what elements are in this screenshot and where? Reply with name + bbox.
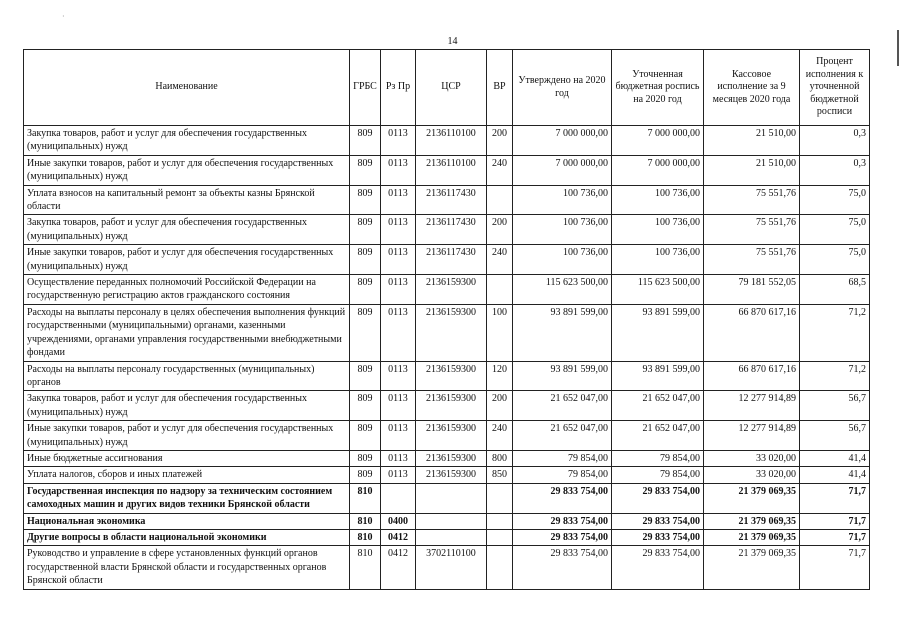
table-row xyxy=(24,361,870,391)
scan-edge-line xyxy=(897,30,899,66)
cell-approved: 100 736,00 xyxy=(513,245,612,275)
cell-name: Закупка товаров, работ и услуг для обеспечения государственных (муниципальных) нужд xyxy=(24,215,350,245)
cell-percent: 56,7 xyxy=(800,391,870,421)
cell-csr: 2136159300 xyxy=(416,275,487,305)
table-row xyxy=(24,304,870,361)
cell-rz-pr: 0412 xyxy=(381,529,416,545)
cell-csr xyxy=(416,529,487,545)
cell-grbs: 809 xyxy=(350,304,381,361)
cell-refined: 21 652 047,00 xyxy=(612,391,704,421)
cell-rz-pr: 0113 xyxy=(381,275,416,305)
cell-csr: 2136159300 xyxy=(416,361,487,391)
cell-approved: 21 652 047,00 xyxy=(513,421,612,451)
cell-refined: 100 736,00 xyxy=(612,215,704,245)
table-row xyxy=(24,185,870,215)
header-approved: Утверждено на 2020 год xyxy=(513,50,612,126)
cell-refined: 7 000 000,00 xyxy=(612,155,704,185)
corner-mark: · xyxy=(62,12,65,21)
header-csr: ЦСР xyxy=(416,50,487,126)
cell-approved: 100 736,00 xyxy=(513,215,612,245)
cell-cash: 33 020,00 xyxy=(704,467,800,483)
cell-grbs: 809 xyxy=(350,421,381,451)
cell-refined: 29 833 754,00 xyxy=(612,483,704,513)
cell-vr: 850 xyxy=(487,467,513,483)
table-row xyxy=(24,467,870,483)
cell-approved: 29 833 754,00 xyxy=(513,546,612,589)
table-row xyxy=(24,546,870,589)
cell-vr: 800 xyxy=(487,450,513,466)
cell-refined: 100 736,00 xyxy=(612,185,704,215)
cell-vr: 200 xyxy=(487,391,513,421)
table-row xyxy=(24,529,870,545)
cell-percent: 71,7 xyxy=(800,513,870,529)
cell-percent: 71,2 xyxy=(800,361,870,391)
cell-vr: 240 xyxy=(487,421,513,451)
cell-refined: 79 854,00 xyxy=(612,450,704,466)
table-row xyxy=(24,450,870,466)
cell-vr: 100 xyxy=(487,304,513,361)
cell-cash: 75 551,76 xyxy=(704,245,800,275)
cell-name: Государственная инспекция по надзору за техническим состоянием самоходных машин и других видов техники Брянской области xyxy=(24,483,350,513)
cell-approved: 7 000 000,00 xyxy=(513,155,612,185)
cell-cash: 75 551,76 xyxy=(704,215,800,245)
cell-percent: 71,7 xyxy=(800,483,870,513)
cell-vr xyxy=(487,275,513,305)
header-percent: Процент исполнения к уточненной бюджетной росписи xyxy=(800,50,870,126)
cell-grbs: 809 xyxy=(350,391,381,421)
cell-approved: 100 736,00 xyxy=(513,185,612,215)
cell-csr xyxy=(416,513,487,529)
cell-refined: 29 833 754,00 xyxy=(612,513,704,529)
cell-name: Уплата взносов на капитальный ремонт за объекты казны Брянской области xyxy=(24,185,350,215)
cell-cash: 21 510,00 xyxy=(704,126,800,156)
cell-name: Расходы на выплаты персоналу в целях обеспечения выполнения функций государственными (муниципальными) органами, казенными учреждениями, органами управления государственными внебюджетными фондами xyxy=(24,304,350,361)
cell-approved: 93 891 599,00 xyxy=(513,304,612,361)
cell-vr xyxy=(487,529,513,545)
cell-cash: 66 870 617,16 xyxy=(704,361,800,391)
cell-cash: 75 551,76 xyxy=(704,185,800,215)
cell-rz-pr: 0113 xyxy=(381,304,416,361)
cell-rz-pr: 0113 xyxy=(381,450,416,466)
cell-csr: 2136117430 xyxy=(416,245,487,275)
cell-grbs: 809 xyxy=(350,126,381,156)
cell-refined: 29 833 754,00 xyxy=(612,546,704,589)
cell-rz-pr xyxy=(381,483,416,513)
cell-refined: 21 652 047,00 xyxy=(612,421,704,451)
cell-grbs: 810 xyxy=(350,483,381,513)
cell-vr: 120 xyxy=(487,361,513,391)
cell-rz-pr: 0113 xyxy=(381,361,416,391)
table-row xyxy=(24,245,870,275)
table-row xyxy=(24,126,870,156)
cell-rz-pr: 0412 xyxy=(381,546,416,589)
cell-refined: 115 623 500,00 xyxy=(612,275,704,305)
cell-approved: 115 623 500,00 xyxy=(513,275,612,305)
table-header-row xyxy=(24,50,870,126)
cell-grbs: 809 xyxy=(350,467,381,483)
cell-csr: 2136159300 xyxy=(416,450,487,466)
cell-approved: 79 854,00 xyxy=(513,467,612,483)
cell-name: Другие вопросы в области национальной экономики xyxy=(24,529,350,545)
table-row xyxy=(24,421,870,451)
cell-cash: 79 181 552,05 xyxy=(704,275,800,305)
cell-name: Закупка товаров, работ и услуг для обеспечения государственных (муниципальных) нужд xyxy=(24,391,350,421)
cell-approved: 93 891 599,00 xyxy=(513,361,612,391)
cell-cash: 21 379 069,35 xyxy=(704,546,800,589)
cell-cash: 21 379 069,35 xyxy=(704,513,800,529)
cell-cash: 66 870 617,16 xyxy=(704,304,800,361)
cell-percent: 75,0 xyxy=(800,245,870,275)
cell-percent: 0,3 xyxy=(800,126,870,156)
cell-cash: 21 379 069,35 xyxy=(704,483,800,513)
cell-csr: 2136159300 xyxy=(416,391,487,421)
cell-grbs: 809 xyxy=(350,185,381,215)
cell-rz-pr: 0113 xyxy=(381,155,416,185)
cell-rz-pr: 0113 xyxy=(381,126,416,156)
cell-percent: 56,7 xyxy=(800,421,870,451)
cell-grbs: 809 xyxy=(350,275,381,305)
table-body xyxy=(24,126,870,590)
cell-percent: 41,4 xyxy=(800,467,870,483)
cell-percent: 41,4 xyxy=(800,450,870,466)
cell-cash: 21 510,00 xyxy=(704,155,800,185)
cell-csr: 2136110100 xyxy=(416,126,487,156)
cell-percent: 71,7 xyxy=(800,529,870,545)
cell-refined: 93 891 599,00 xyxy=(612,304,704,361)
table-row xyxy=(24,275,870,305)
cell-name: Расходы на выплаты персоналу государственных (муниципальных) органов xyxy=(24,361,350,391)
cell-vr xyxy=(487,513,513,529)
cell-vr: 200 xyxy=(487,215,513,245)
cell-name: Закупка товаров, работ и услуг для обеспечения государственных (муниципальных) нужд xyxy=(24,126,350,156)
cell-csr: 3702110100 xyxy=(416,546,487,589)
cell-refined: 93 891 599,00 xyxy=(612,361,704,391)
cell-percent: 0,3 xyxy=(800,155,870,185)
cell-approved: 21 652 047,00 xyxy=(513,391,612,421)
cell-vr: 200 xyxy=(487,126,513,156)
cell-grbs: 809 xyxy=(350,245,381,275)
cell-percent: 75,0 xyxy=(800,185,870,215)
cell-percent: 75,0 xyxy=(800,215,870,245)
cell-grbs: 809 xyxy=(350,450,381,466)
cell-refined: 100 736,00 xyxy=(612,245,704,275)
cell-vr: 240 xyxy=(487,155,513,185)
table-row xyxy=(24,483,870,513)
header-vr: ВР xyxy=(487,50,513,126)
cell-rz-pr: 0400 xyxy=(381,513,416,529)
page-number: 14 xyxy=(447,36,458,47)
cell-approved: 29 833 754,00 xyxy=(513,483,612,513)
cell-refined: 7 000 000,00 xyxy=(612,126,704,156)
cell-name: Иные закупки товаров, работ и услуг для обеспечения государственных (муниципальных) нужд xyxy=(24,245,350,275)
header-grbs: ГРБС xyxy=(350,50,381,126)
cell-name: Национальная экономика xyxy=(24,513,350,529)
cell-rz-pr: 0113 xyxy=(381,391,416,421)
cell-csr: 2136117430 xyxy=(416,185,487,215)
cell-percent: 68,5 xyxy=(800,275,870,305)
cell-rz-pr: 0113 xyxy=(381,421,416,451)
budget-table xyxy=(23,49,870,590)
cell-grbs: 810 xyxy=(350,529,381,545)
header-name: Наименование xyxy=(24,50,350,126)
cell-csr xyxy=(416,483,487,513)
cell-name: Уплата налогов, сборов и иных платежей xyxy=(24,467,350,483)
table-row xyxy=(24,155,870,185)
cell-cash: 12 277 914,89 xyxy=(704,421,800,451)
cell-vr xyxy=(487,546,513,589)
header-rz-pr: Рз Пр xyxy=(381,50,416,126)
cell-percent: 71,7 xyxy=(800,546,870,589)
cell-rz-pr: 0113 xyxy=(381,215,416,245)
cell-vr: 240 xyxy=(487,245,513,275)
cell-rz-pr: 0113 xyxy=(381,467,416,483)
cell-refined: 29 833 754,00 xyxy=(612,529,704,545)
cell-grbs: 810 xyxy=(350,513,381,529)
cell-grbs: 809 xyxy=(350,361,381,391)
cell-percent: 71,2 xyxy=(800,304,870,361)
cell-grbs: 810 xyxy=(350,546,381,589)
cell-rz-pr: 0113 xyxy=(381,245,416,275)
cell-csr: 2136110100 xyxy=(416,155,487,185)
cell-approved: 29 833 754,00 xyxy=(513,529,612,545)
cell-vr xyxy=(487,483,513,513)
cell-csr: 2136159300 xyxy=(416,421,487,451)
cell-csr: 2136159300 xyxy=(416,304,487,361)
cell-name: Иные бюджетные ассигнования xyxy=(24,450,350,466)
cell-name: Иные закупки товаров, работ и услуг для обеспечения государственных (муниципальных) нужд xyxy=(24,421,350,451)
cell-grbs: 809 xyxy=(350,155,381,185)
cell-csr: 2136117430 xyxy=(416,215,487,245)
cell-cash: 21 379 069,35 xyxy=(704,529,800,545)
cell-cash: 12 277 914,89 xyxy=(704,391,800,421)
header-refined: Уточненная бюджетная роспись на 2020 год xyxy=(612,50,704,126)
table-row xyxy=(24,391,870,421)
cell-csr: 2136159300 xyxy=(416,467,487,483)
table-row xyxy=(24,513,870,529)
cell-refined: 79 854,00 xyxy=(612,467,704,483)
cell-name: Руководство и управление в сфере установленных функций органов государственной власти Брянской области и государственных органов Брянской области xyxy=(24,546,350,589)
cell-approved: 79 854,00 xyxy=(513,450,612,466)
header-cash: Кассовое исполнение за 9 месяцев 2020 года xyxy=(704,50,800,126)
cell-name: Осуществление переданных полномочий Российской Федерации на государственную регистрацию актов гражданского состояния xyxy=(24,275,350,305)
cell-name: Иные закупки товаров, работ и услуг для обеспечения государственных (муниципальных) нужд xyxy=(24,155,350,185)
table-row xyxy=(24,215,870,245)
cell-rz-pr: 0113 xyxy=(381,185,416,215)
cell-grbs: 809 xyxy=(350,215,381,245)
cell-approved: 29 833 754,00 xyxy=(513,513,612,529)
cell-approved: 7 000 000,00 xyxy=(513,126,612,156)
cell-vr xyxy=(487,185,513,215)
cell-cash: 33 020,00 xyxy=(704,450,800,466)
